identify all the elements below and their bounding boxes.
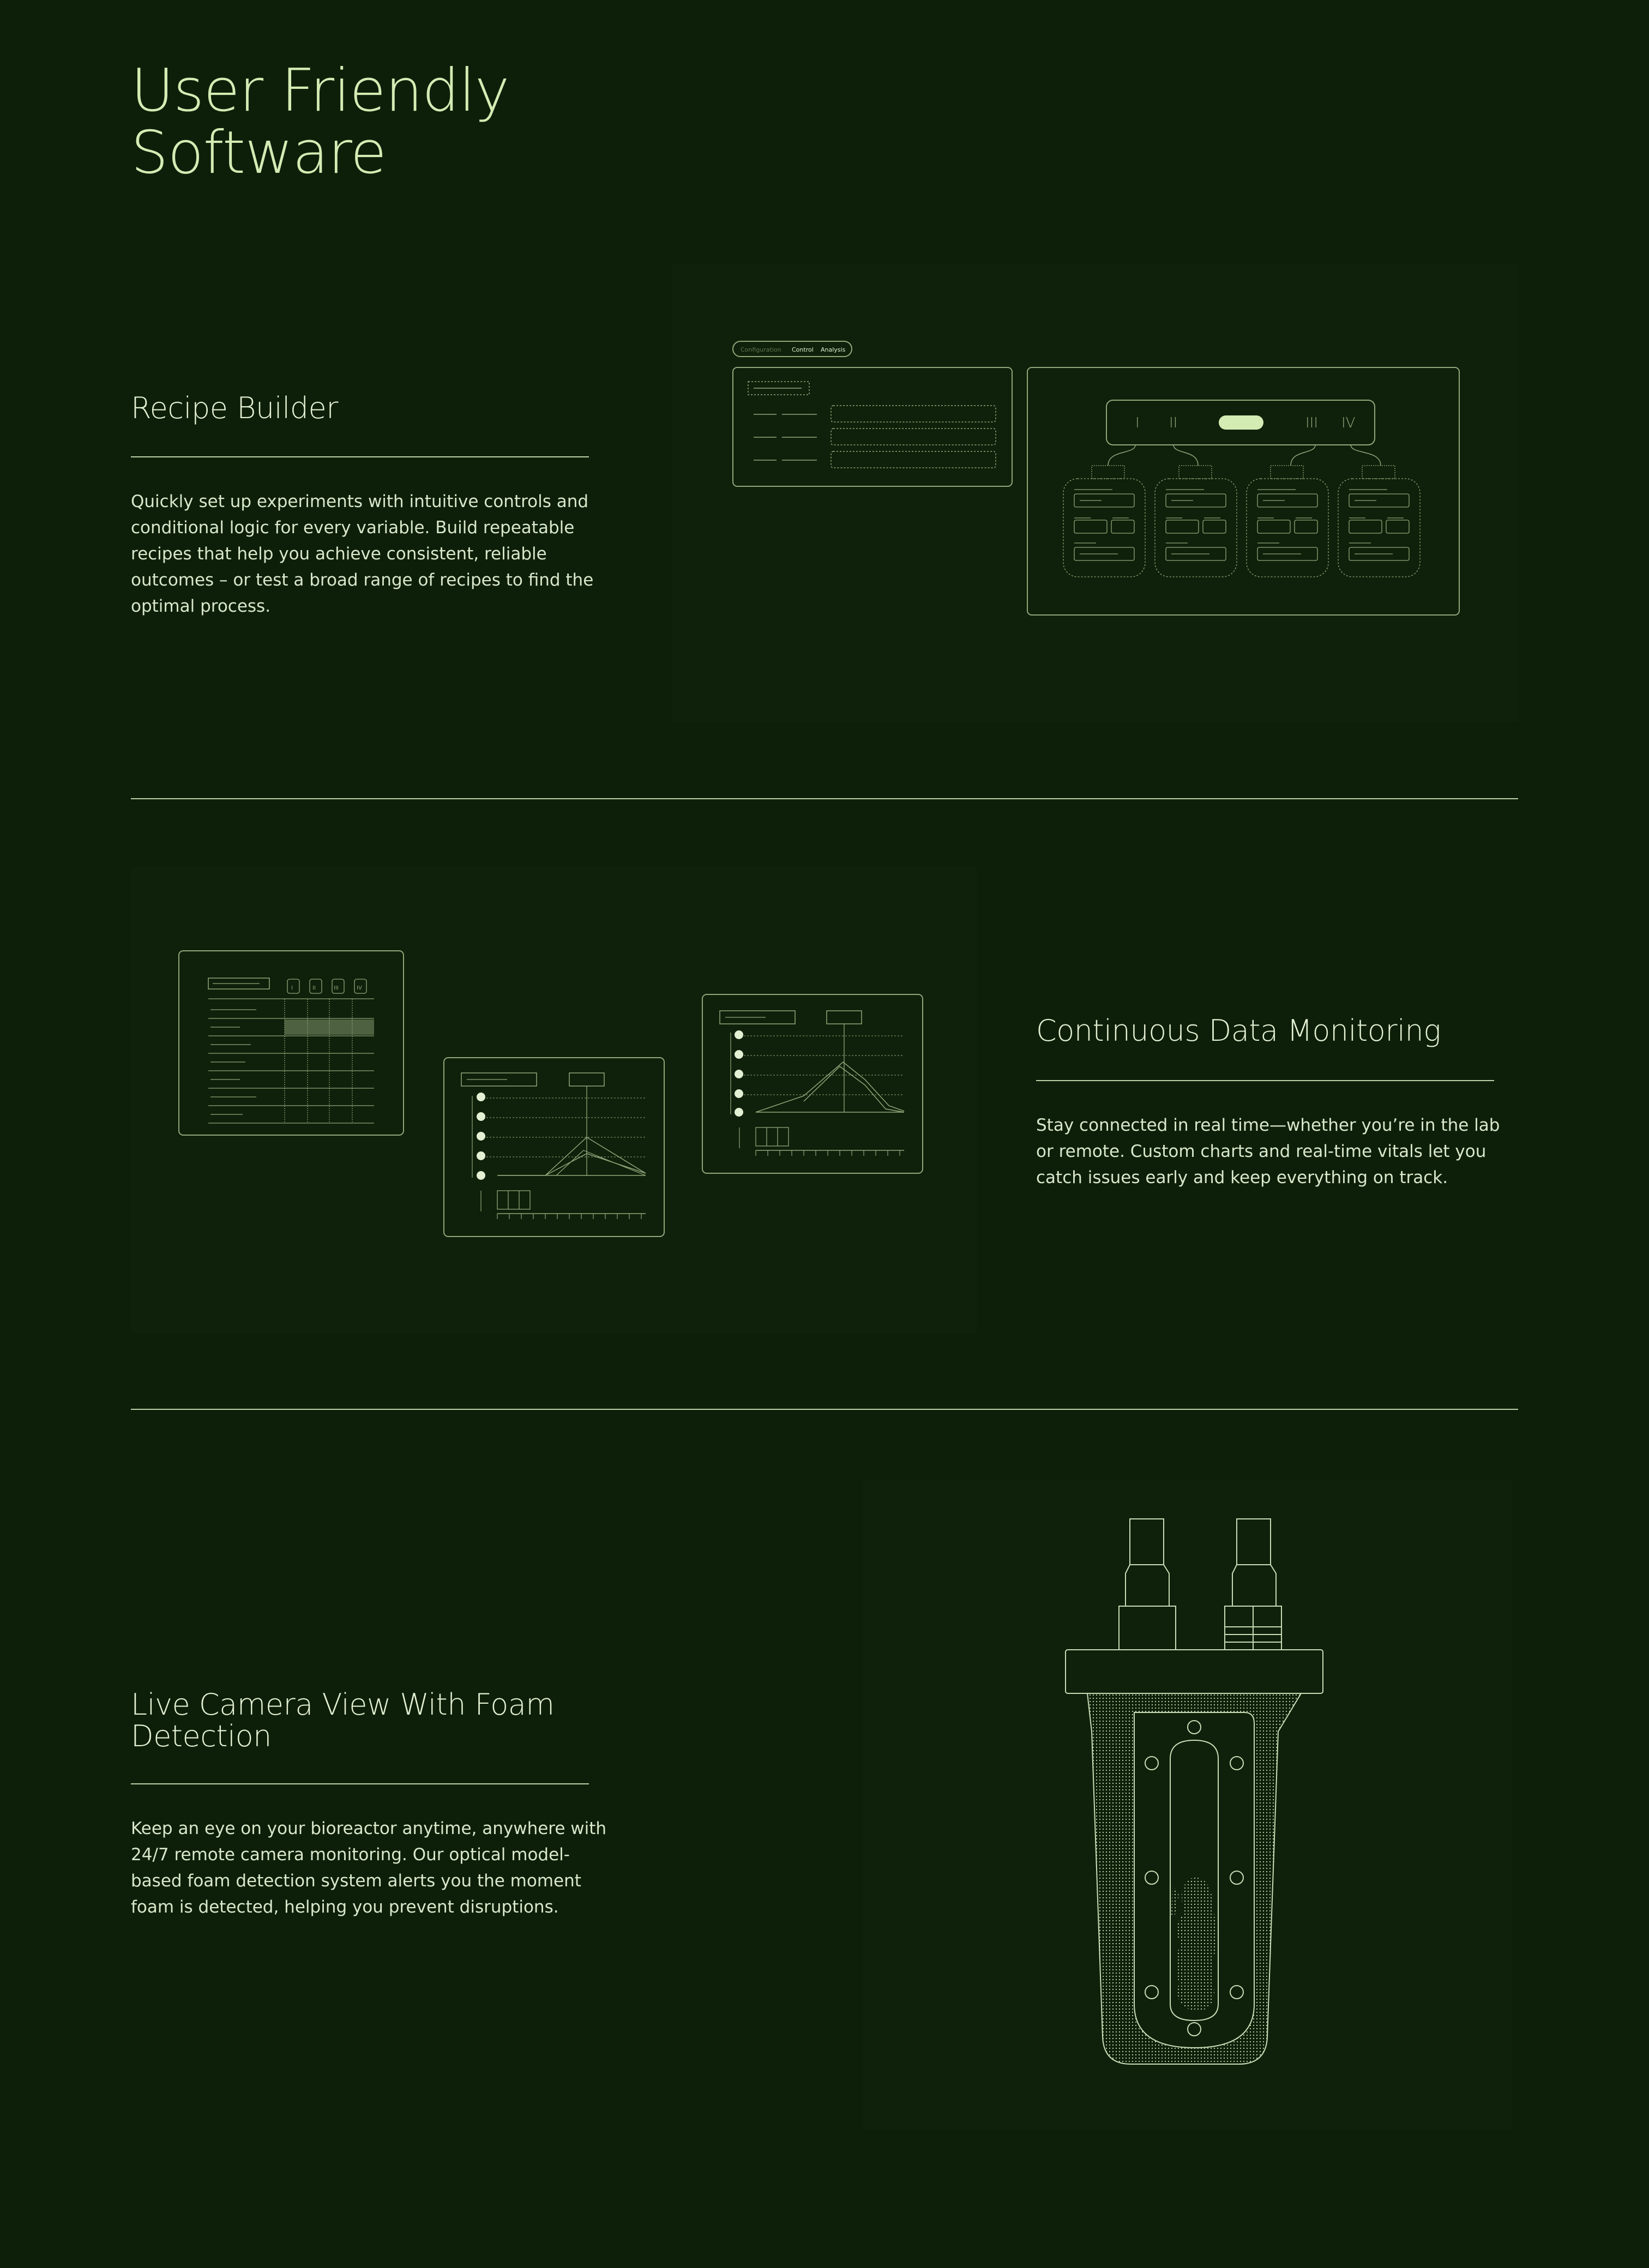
reactor-card <box>1027 367 1459 615</box>
table-col-1: I <box>291 985 293 991</box>
reactor-label-2: II <box>1169 415 1178 431</box>
camera-illustration <box>863 1481 1513 2130</box>
reactor-label-3: III <box>1305 415 1319 431</box>
reactor-label-4: IV <box>1341 415 1356 431</box>
recipe-builder-illustration <box>672 264 1518 722</box>
tab-bar <box>733 341 852 357</box>
reactor-label-1: I <box>1135 415 1140 431</box>
recipe-builder-body: Quickly set up experiments with intuitive controls and conditional logic for every variable. Build repeatable recipes that help you achieve consistent, reliable outcomes – or test a broad range of recipes to find the optimal process. <box>131 492 594 616</box>
monitoring-body: Stay connected in real time—whether you’re in the lab or remote. Custom charts and real-time vitals let you catch issues early and keep everything on track. <box>1036 1115 1500 1187</box>
table-col-4: IV <box>357 985 362 991</box>
monitoring-illustration <box>131 867 977 1334</box>
section-divider-2 <box>131 1409 1518 1410</box>
monitoring-title: Continuous Data Monitoring <box>1036 1014 1441 1048</box>
tab-configuration[interactable]: Configuration <box>741 346 781 353</box>
data-table-card <box>179 951 404 1135</box>
camera-rule <box>131 1783 589 1784</box>
camera-body: Keep an eye on your bioreactor anytime, anywhere with 24/7 remote camera monitoring. Our optical model-based foam detection system alerts you the moment foam is detected, helping you prevent disruptions. <box>131 1819 607 1917</box>
recipe-builder-title: Recipe Builder <box>131 391 338 425</box>
table-col-3: III <box>334 985 339 991</box>
bioreactor-drawing <box>1066 1519 1323 2064</box>
section-divider-1 <box>131 798 1518 799</box>
reactor-selector-pill[interactable] <box>1219 415 1263 430</box>
recipe-builder-rule <box>131 456 589 457</box>
table-col-2: II <box>312 985 316 991</box>
monitoring-rule <box>1036 1080 1494 1081</box>
config-card <box>733 367 1012 486</box>
camera-title: Live Camera View With Foam Detection <box>131 1687 555 1753</box>
chart-card-1 <box>444 1058 664 1236</box>
tab-control[interactable]: Control <box>792 346 814 353</box>
page-title <box>131 57 622 187</box>
page-title-line-1: User Friendly <box>131 57 509 125</box>
page-title-line-2: Software <box>131 119 387 187</box>
chart-card-2 <box>702 994 923 1173</box>
tab-analysis[interactable]: Analysis <box>821 346 846 353</box>
